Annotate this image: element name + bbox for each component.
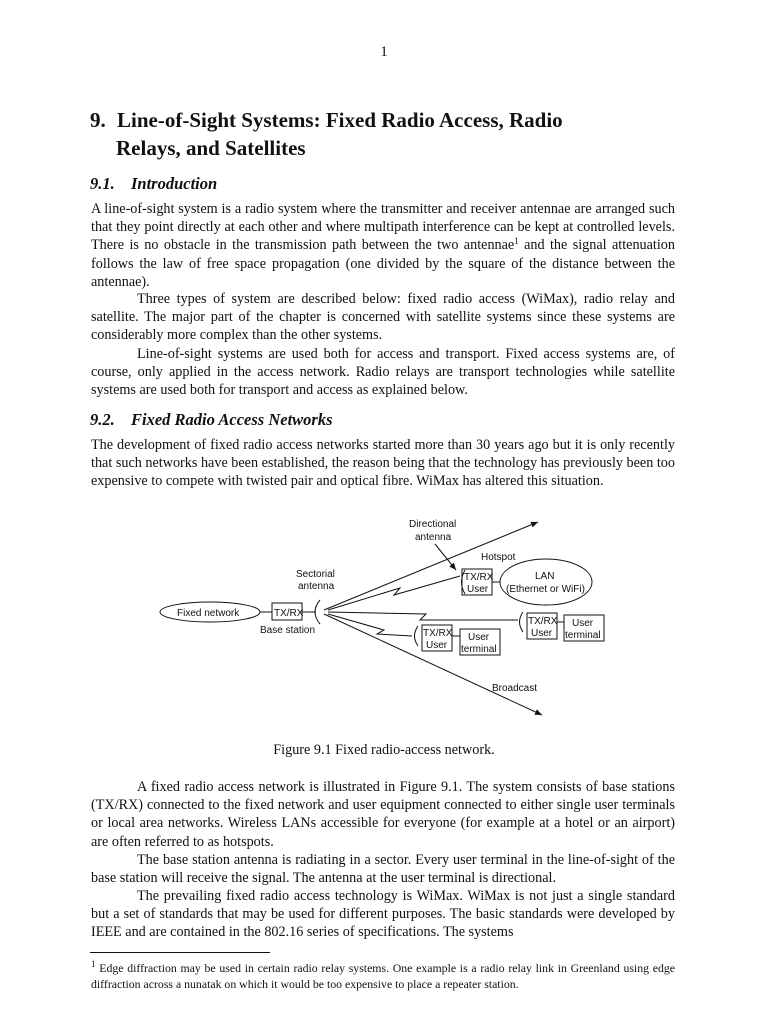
user-left-terminal-label-1: User <box>468 632 490 643</box>
chapter-number: 9. <box>90 108 106 132</box>
paragraph: Line-of-sight systems are used both for access and transport. Fixed access systems are, of course, only applied in the access network. Radio relays are transport technologies while satellite systems are used both for transport and access as explained below. <box>91 346 675 399</box>
base-station-label: Base station <box>260 625 316 636</box>
user-right-antenna-shape <box>520 612 524 632</box>
section-title: Fixed Radio Access Networks <box>131 410 333 429</box>
paragraph: A fixed radio access network is illustrated in Figure 9.1. The system consists of base stations (TX/RX) connected to the fixed network and user equipment connected to either single user terminals or local area networks. Wireless LANs accessible for everyone (for example at a hotel or an airport) are often referred to as hotspots. <box>91 779 675 850</box>
base-station-txrx-label: TX/RX <box>274 608 304 619</box>
lan-label-2: (Ethernet or WiFi) <box>506 584 585 595</box>
network-diagram <box>150 512 620 722</box>
paragraph-text: and the signal attenuation follows the law of free space propagation (one divided by the square of the distance between the antennae). <box>91 237 675 290</box>
paragraph-text: A line-of-sight system is a radio system where the transmitter and receiver antennae are arranged such that they point directly at each other and where multipath interference can be kept at controlled levels. There is no obstacle in the transmission path between the two antennae <box>91 201 675 254</box>
user-left-user-label: User <box>426 640 448 651</box>
footnote-marker: 1 <box>91 959 96 969</box>
broadcast-label: Broadcast <box>492 683 538 694</box>
figure-caption: Figure 9.1 Fixed radio-access network. <box>273 742 495 758</box>
section-title: Introduction <box>131 174 218 193</box>
radio-link-user-right <box>328 612 518 620</box>
user-left-antenna-shape <box>415 626 419 646</box>
directional-antenna-label-1: Directional <box>409 519 457 530</box>
lan-label-1: LAN <box>535 571 555 582</box>
footnote-separator <box>90 952 270 953</box>
directional-antenna-label-2: antenna <box>415 532 452 543</box>
paragraph: Three types of system are described below: fixed radio access (WiMax), radio relay and satellite. The major part of the chapter is concerned with satellite systems since these systems are considerably more complex than the other systems. <box>91 291 675 344</box>
figure-fixed-radio-access-network <box>150 512 620 722</box>
page-number: 1 <box>380 44 388 60</box>
hotspot-user-label: User <box>467 584 489 595</box>
sectorial-antenna-label-2: antenna <box>298 581 335 592</box>
footnote-text: Edge diffraction may be used in certain radio relay systems. One example is a radio relay link in Greenland using edge diffraction across a nunatak on which it would be too expensive to place a repeater station. <box>91 961 676 991</box>
paragraph: The base station antenna is radiating in a sector. Every user terminal in the line-of-sight of the base station will receive the signal. The antenna at the user terminal is directional. <box>91 852 675 887</box>
user-left-txrx-label: TX/RX <box>423 628 453 639</box>
hotspot-txrx-label: TX/RX <box>464 572 494 583</box>
fixed-network-label: Fixed network <box>177 608 240 619</box>
section-number: 9.2. <box>90 410 115 429</box>
section-heading-introduction <box>90 174 217 194</box>
section-heading-fixed-radio-access <box>90 410 333 430</box>
paragraph: The development of fixed radio access networks started more than 30 years ago but it is only recently that such networks have been established, the reason being that the technology has previously been too expensive to compete with twisted pair and optical fibre. WiMax has altered this situation. <box>91 437 675 490</box>
sectorial-antenna-label-1: Sectorial <box>296 569 335 580</box>
user-right-terminal-label-1: User <box>572 618 594 629</box>
section-number: 9.1. <box>90 174 115 193</box>
chapter-title <box>90 106 690 162</box>
chapter-title-line1: Line-of-Sight Systems: Fixed Radio Access, Radio <box>117 108 563 132</box>
user-right-terminal-label-2: terminal <box>565 630 601 641</box>
hotspot-label: Hotspot <box>481 552 516 563</box>
paragraph <box>91 200 675 291</box>
user-left-terminal-label-2: terminal <box>461 644 497 655</box>
lan-ellipse <box>500 559 592 605</box>
user-right-user-label: User <box>531 628 553 639</box>
radio-link-user-left <box>328 614 412 636</box>
footnote-reference: 1 <box>514 236 519 247</box>
user-right-txrx-label: TX/RX <box>528 616 558 627</box>
chapter-title-line2: Relays, and Satellites <box>116 136 306 160</box>
footnote <box>91 960 675 992</box>
paragraph: The prevailing fixed radio access technology is WiMax. WiMax is not just a single standard but a set of standards that may be used for different purposes. The basic standards were developed by IEEE and are contained in the 802.16 series of specifications. The systems <box>91 888 675 941</box>
